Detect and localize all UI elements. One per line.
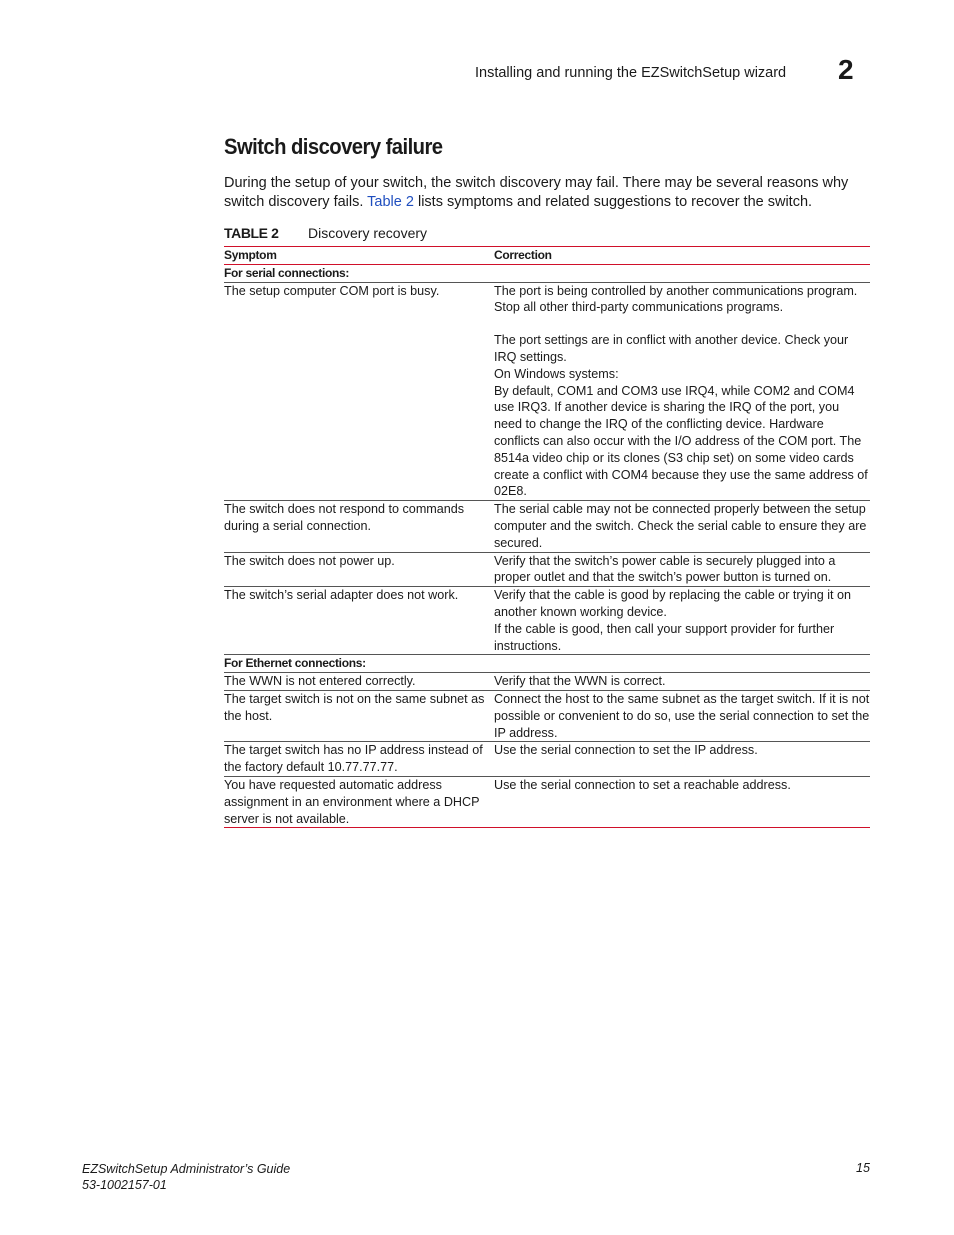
group-label-ethernet: For Ethernet connections: [224, 656, 366, 671]
correction-line: The serial cable may not be connected properly between the setup computer and the switch. Check the serial cable to ensure they are secured. [494, 502, 867, 550]
table-header-row [224, 247, 870, 265]
table-row [224, 673, 870, 691]
symptom-column-header: Symptom [224, 248, 277, 262]
correction-column-header: Correction [494, 248, 552, 262]
correction-cell [494, 587, 870, 655]
correction-cell [494, 742, 870, 777]
table-row [224, 282, 870, 501]
table-row [224, 501, 870, 552]
correction-line: If the cable is good, then call your support provider for further instructions. [494, 621, 835, 653]
table-row [224, 690, 870, 741]
correction-cell [494, 690, 870, 741]
correction-line: The port is being controlled by another communications program. Stop all other third-party communications programs. [494, 283, 858, 315]
table-caption [224, 225, 870, 241]
correction-line: Verify that the switch’s power cable is securely plugged into a proper outlet and that the switch’s power button is turned on. [494, 553, 836, 585]
table-row [224, 587, 870, 655]
correction-line: By default, COM1 and COM3 use IRQ4, while COM2 and COM4 use IRQ3. If another device is sharing the IRQ of the port, you need to change the IRQ of the conflicting device. Hardware conflicts can also occur with the I/O address of the COM port. The 8514a video chip or its clones (S3 chip set) on some video cards create a conflict with COM4 because they use the same address of 02E8. [494, 383, 868, 499]
group-label-serial: For serial connections: [224, 265, 350, 280]
table-caption-label: TABLE 2 [224, 225, 279, 241]
footer-doc-number: 53-1002157-01 [82, 1178, 167, 1192]
table-row [224, 742, 870, 777]
table-2-link[interactable]: Table 2 [367, 194, 414, 210]
correction-cell [494, 673, 870, 691]
correction-line: Verify that the cable is good by replacing the cable or trying it on another known working device. [494, 588, 852, 619]
symptom-cell: The switch does not power up. [224, 553, 395, 568]
footer-left [82, 1161, 290, 1193]
symptom-cell: The target switch has no IP address instead of the factory default 10.77.77.77. [224, 743, 483, 775]
symptom-cell: You have requested automatic address assignment in an environment where a DHCP server is not available. [224, 777, 480, 826]
correction-cell [494, 282, 870, 501]
correction-line: Use the serial connection to set the IP address. [494, 743, 758, 758]
table-caption-title: Discovery recovery [308, 225, 428, 241]
symptom-cell: The switch does not respond to commands during a serial connection. [224, 502, 465, 533]
correction-line: Verify that the WWN is correct. [494, 674, 666, 689]
symptom-cell: The setup computer COM port is busy. [224, 283, 440, 298]
correction-cell [494, 501, 870, 552]
correction-cell [494, 776, 870, 827]
correction-line: Use the serial connection to set a reachable address. [494, 777, 791, 792]
correction-line: On Windows systems: [494, 366, 619, 381]
running-header-title: Installing and running the EZSwitchSetup wizard [475, 65, 787, 81]
group-row-ethernet [224, 655, 870, 673]
footer-page-number: 15 [856, 1161, 870, 1175]
chapter-number: 2 [838, 54, 854, 85]
discovery-recovery-table [224, 246, 870, 828]
group-row-serial [224, 264, 870, 282]
intro-text-2: lists symptoms and related suggestions to recover the switch. [413, 194, 813, 210]
footer-guide-title: EZSwitchSetup Administrator’s Guide [82, 1162, 291, 1176]
correction-cell [494, 552, 870, 587]
section-heading: Switch discovery failure [224, 134, 443, 159]
symptom-cell: The switch’s serial adapter does not work. [224, 588, 459, 603]
intro-paragraph [224, 174, 874, 212]
symptom-cell: The WWN is not entered correctly. [224, 674, 416, 689]
correction-line: Connect the host to the same subnet as the target switch. If it is not possible or convenient to do so, use the serial connection to set the IP address. [494, 691, 870, 740]
table-row [224, 552, 870, 587]
correction-line: The port settings are in conflict with another device. Check your IRQ settings. [494, 333, 849, 364]
symptom-cell: The target switch is not on the same subnet as the host. [224, 691, 485, 723]
intro-text-1: During the setup of your switch, the switch discovery may fail. There may be several reasons why switch discovery fails. [224, 175, 849, 210]
table-row [224, 776, 870, 827]
